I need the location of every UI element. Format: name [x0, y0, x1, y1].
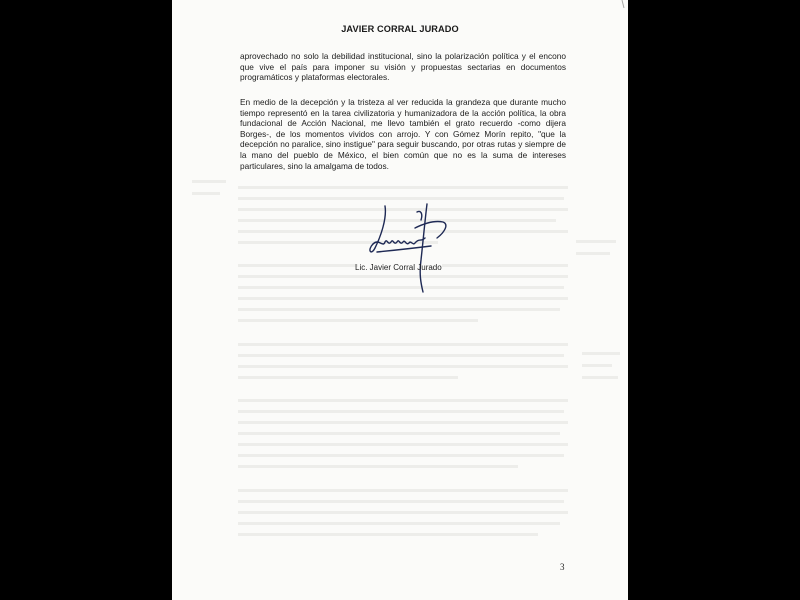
signature-name: Lic. Javier Corral Jurado: [355, 263, 442, 272]
document-page: [172, 0, 628, 600]
paragraph-1: aprovechado no solo la debilidad institucional, sino la polarización política y el encono que vive el país para imponer su visión y propuestas sectarias en documentos programáticos y plataformas electorales.: [240, 51, 566, 83]
paragraph-2: En medio de la decepción y la tristeza al ver reducida la grandeza que durante mucho tiempo representó en la tarea civilizatoria y humanizadora de la acción política, la obra fundacional de Acción Nacional, me llevo también el grato recuerdo -como dijera Borges-, de los momentos vividos con arrojo. Y con Gómez Morín repito, "que la decepción no paralice, sino instigue" para seguir buscando, por otras rutas y siempre de la mano del pueblo de México, el bien común que no es la suma de intereses particulares, sino la amalgama de todos.: [240, 97, 566, 171]
page-number: 3: [560, 562, 565, 572]
document-header: JAVIER CORRAL JURADO: [341, 24, 459, 34]
handwritten-signature: [357, 198, 457, 294]
bleed-through-texture: [172, 0, 628, 600]
